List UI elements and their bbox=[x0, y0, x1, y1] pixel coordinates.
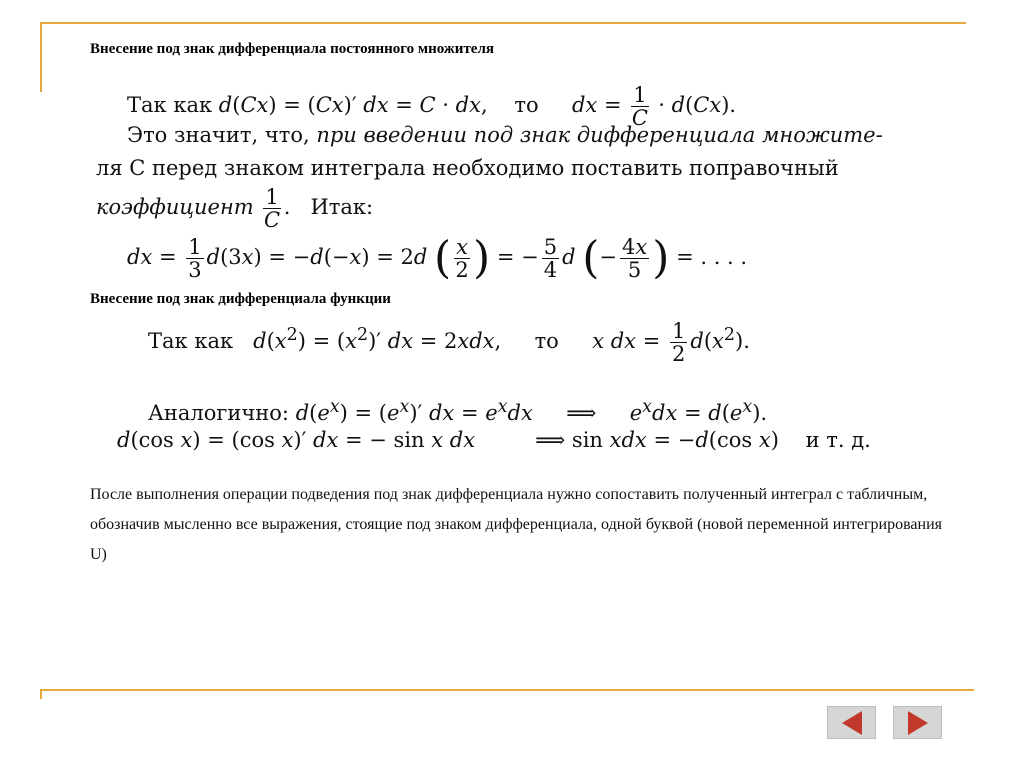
heading-constant-factor: Внесение под знак дифференциала постоянного множителя bbox=[90, 41, 494, 57]
heading-function: Внесение под знак дифференциала функции bbox=[90, 291, 391, 307]
text-to: то bbox=[514, 93, 539, 118]
formula-line-1: Так как d(Cx) = (Cx)′ dx = C · dx, то dx = $\frac{1}{C}$ · d(Cx). bbox=[127, 83, 737, 131]
arrow-left-icon bbox=[842, 711, 862, 735]
frame-bottom-line bbox=[40, 689, 974, 691]
formula-cosine: d(cos x) = (cos x)′ dx = − sin x dx ⟹ sin xdx = −d(cos x) и т. д. bbox=[117, 428, 871, 452]
formula-example: dx = $\frac{1}{3}$ d(3x) = −d(−x) = 2d ( $\frac{x}{2}$ ) = − $\frac{5}{4}$ d (− $\frac{4x}{5}$ ) = . . . . bbox=[127, 232, 748, 284]
formula-x-squared: Так как $d(x^2) = (x^2)'$ dx = 2xdx, то x dx = $\frac{1}{2}$ $d(x^2)$. bbox=[148, 319, 750, 367]
frame-bottom-tick bbox=[40, 689, 42, 699]
frame-left-line bbox=[40, 22, 42, 92]
formula-exponent: Аналогично: $d(e^x) = (e^x)'$ dx = $e^xdx$ ⟹ $e^xdx = d(e^x)$. bbox=[148, 397, 768, 425]
text-line-2: Это значит, что, при введении под знак дифференциала множите- bbox=[127, 123, 883, 147]
next-slide-button[interactable] bbox=[893, 706, 942, 739]
frame-top-line bbox=[40, 22, 966, 24]
text-tak-kak: Так как bbox=[127, 93, 213, 118]
prev-slide-button[interactable] bbox=[827, 706, 876, 739]
text-line-4: коэффициент $\frac{1}{C}$ . Итак: bbox=[96, 185, 374, 233]
arrow-right-icon bbox=[908, 711, 928, 735]
explanation-paragraph: После выполнения операции подведения под знак дифференциала нужно сопоставить полученный интеграл с табличным, обозначив мысленно все выражения, стоящие под знаком дифференциала, одной буквой (новой переменной интегрирования U) bbox=[90, 486, 942, 563]
text-line-3: ля C перед знаком интеграла необходимо поставить поправочный bbox=[96, 156, 839, 180]
